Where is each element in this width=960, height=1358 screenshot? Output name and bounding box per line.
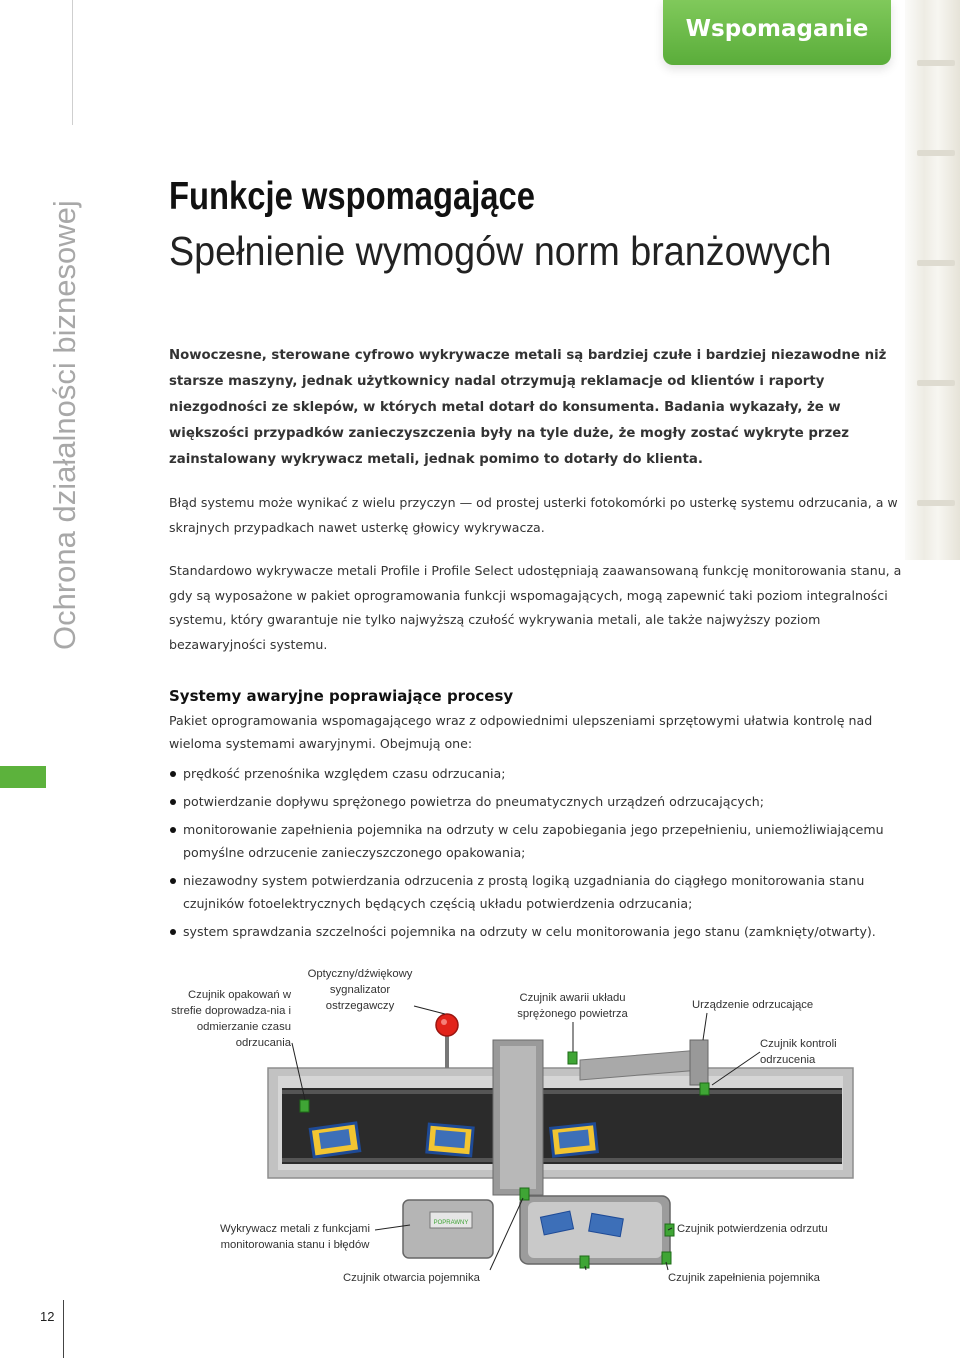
footer-divider: [63, 1300, 64, 1358]
list-item: monitorowanie zapełnienia pojemnika na odrzuty w celu zapobiegania jego przepełnieniu, uniemożliwiającemu pomyślne odrzucenie zanieczyszczonego opakowania;: [169, 818, 929, 864]
package: [310, 1123, 359, 1157]
sensor-icon: [300, 1100, 309, 1112]
list-item: potwierdzanie dopływu sprężonego powietrza do pneumatycznych urządzeń odrzucających;: [169, 790, 929, 813]
label-reject-check: Czujnik kontroli odrzucenia: [760, 1038, 837, 1066]
control-cabinet: [403, 1200, 493, 1258]
label-beacon: Optyczny/dźwiękowy sygnalizator ostrzegawczy: [307, 968, 413, 1012]
list-item: niezawodny system potwierdzania odrzucenia z prostą logiką uzgadniania do ciągłego monitorowania stanu czujników fotoelektrycznych będących częścią układu potwierdzenia odrzucania;: [169, 869, 929, 915]
page-title: Funkcje wspomagające: [169, 175, 535, 218]
body-paragraph: Standardowo wykrywacze metali Profile i Profile Select udostępniają zaawansowaną funkcję monitorowania stanu, a gdy są wyposażone w pakiet oprogramowania funkcji wspomagających, mogą zapewnić taki poziom integralności systemu, który gwarantuje nie tylko najwyższą czułość wykrywania metali, ale także najwyższy poziom bezawaryjności systemu.: [169, 563, 902, 652]
label-detector: Wykrywacz metali z funkcjami monitorowania stanu i błędów: [220, 1223, 370, 1251]
sensor-icon: [520, 1188, 529, 1200]
list-item: prędkość przenośnika względem czasu odrzucania;: [169, 762, 929, 785]
package: [551, 1124, 598, 1156]
label-reject-device: Urządzenie odrzucające: [692, 999, 814, 1011]
sensor-icon: [568, 1052, 577, 1064]
section-tab: Wspomaganie: [663, 0, 891, 65]
section-heading: Systemy awaryjne poprawiające procesy: [169, 687, 514, 705]
body-paragraph: Błąd systemu może wynikać z wielu przyczyn — od prostej usterki fotokomórki po usterkę systemu odrzucania, a w skrajnych przypadkach nawet usterkę głowicy wykrywacza.: [169, 495, 898, 535]
lead-paragraph: Nowoczesne, sterowane cyfrowo wykrywacze metali są bardziej czułe i bardziej niezawodne niż starsze maszyny, jednak użytkownicy nadal otrzymują reklamacje od klientów i raporty niezgodności ze sklepów, w których metal dotarł do konsumenta. Badania wykazały, że w większości przypadków zanieczyszczenia były na tyle duże, że mogły zostać wykryte przez zainstalowany wykrywacz metali, jednak pomimo to dotarły do klienta.: [169, 348, 887, 467]
page-number: 12: [40, 1309, 55, 1324]
label-pack-sensor: Czujnik opakowań w strefie doprowadza-nia i odmierzanie czasu odrzucania: [171, 989, 291, 1049]
display-status-text: POPRAWNY: [433, 1220, 469, 1226]
label-bin-open: Czujnik otwarcia pojemnika: [343, 1272, 480, 1284]
sensor-icon: [700, 1083, 709, 1095]
detector-head: [493, 1040, 543, 1195]
sensor-icon: [580, 1256, 589, 1268]
page-subtitle: Spełnienie wymogów norm branżowych: [169, 228, 832, 274]
label-bin-full: Czujnik zapełnienia pojemnika: [668, 1272, 820, 1284]
label-air-sensor: Czujnik awarii układu sprężonego powietrza: [517, 992, 628, 1020]
reject-bin: [520, 1196, 670, 1264]
package: [427, 1124, 473, 1156]
section-intro: Pakiet oprogramowania wspomagającego wraz z odpowiednimi ulepszeniami sprzętowymi ułatwia kontrolę nad wieloma systemami awaryjnymi. Obejmują one:: [169, 713, 873, 751]
list-item: system sprawdzania szczelności pojemnika na odrzuty w celu monitorowania jego stanu (zamknięty/otwarty).: [169, 920, 929, 943]
label-confirm: Czujnik potwierdzenia odrzutu: [677, 1223, 828, 1235]
sidebar-vertical-title: Ochrona działalności biznesowej: [47, 200, 82, 650]
sensor-icon: [665, 1224, 674, 1236]
warning-beacon: [436, 1014, 458, 1068]
